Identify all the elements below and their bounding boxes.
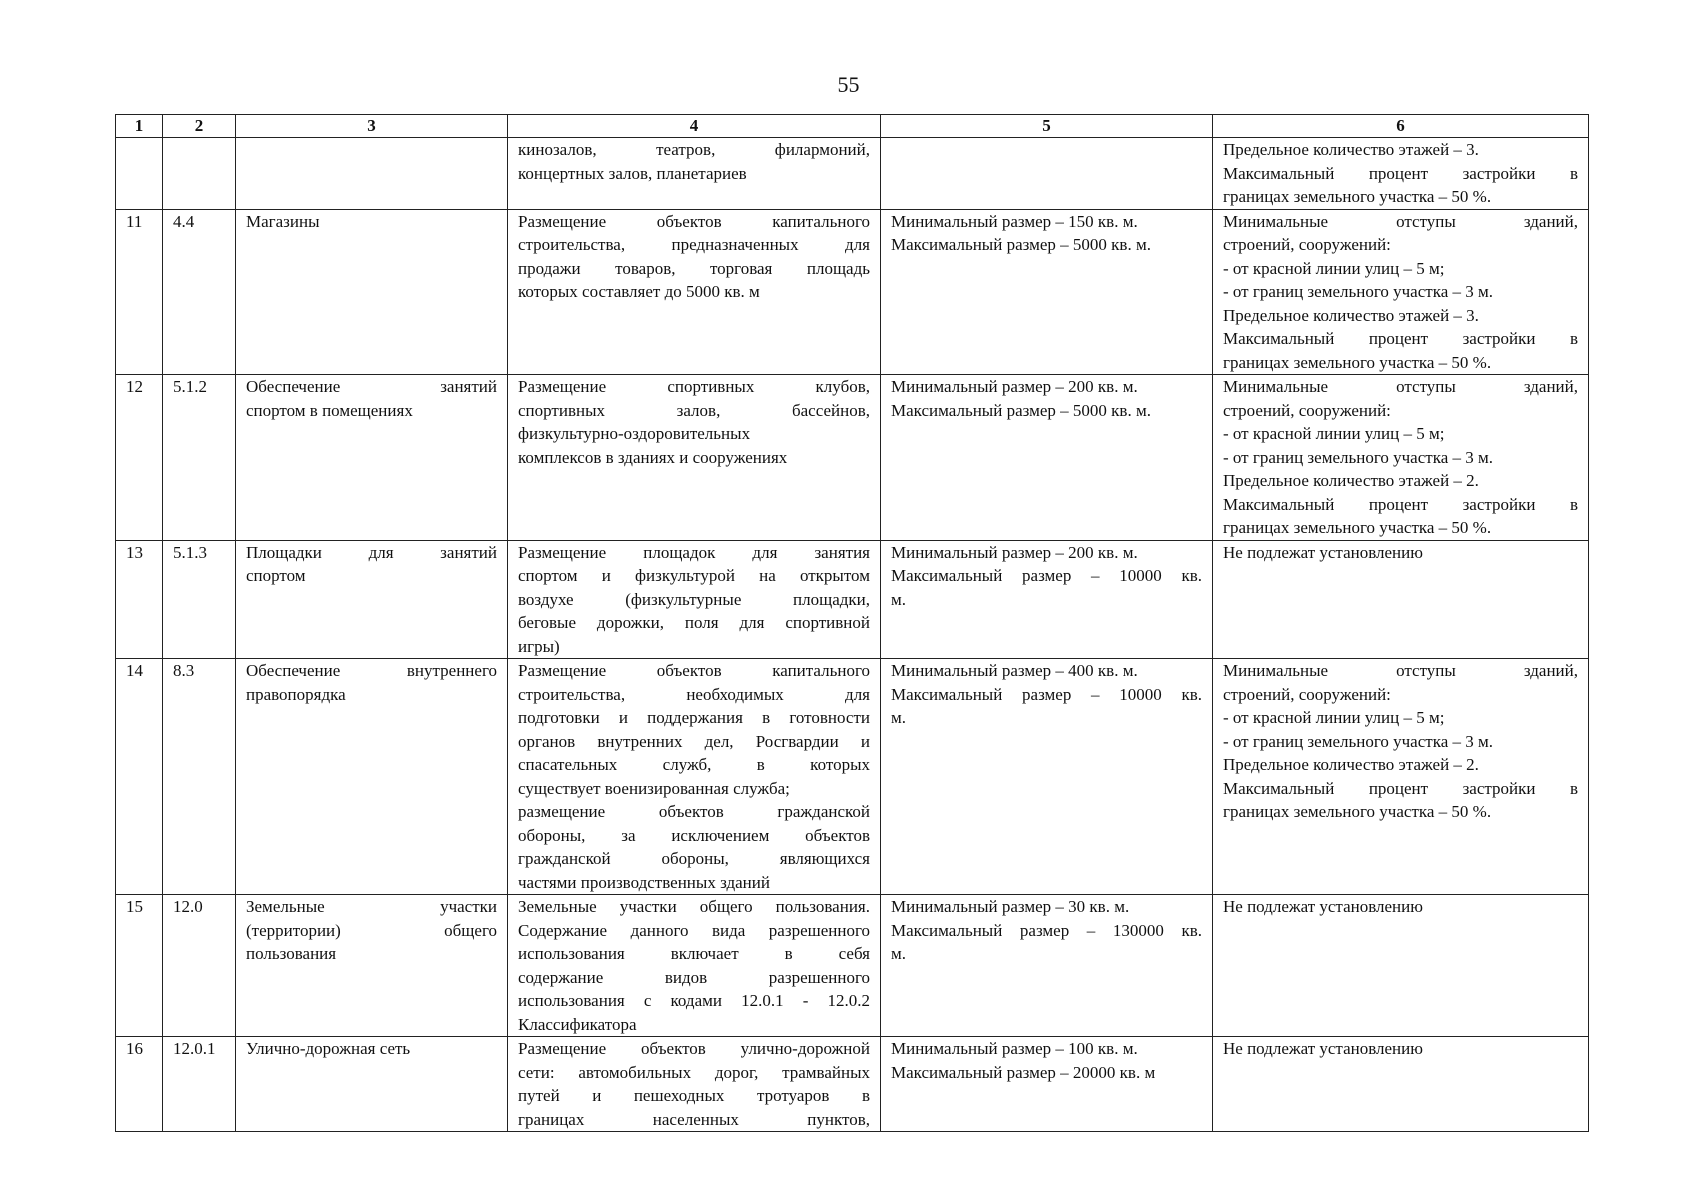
row-size-cell (881, 375, 1213, 541)
land-use-table (115, 114, 1589, 1132)
row-description-cell-line: гражданской обороны, являющихся (518, 849, 870, 868)
row-size-cell-line: м. (891, 589, 907, 609)
table-row (116, 1037, 1589, 1132)
row-params-cell-line: - от красной линии улиц – 5 м; (1223, 424, 1445, 443)
page-number: 55 (837, 72, 860, 97)
row-code-cell: 4.4 (163, 209, 236, 375)
row-name-cell-line: пользования (246, 944, 337, 963)
column-header-3: 3 (236, 115, 508, 138)
row-description-cell-line: спасательных служб, в которых (518, 755, 870, 774)
column-header-2: 2 (163, 115, 236, 138)
row-params-cell (1213, 540, 1589, 659)
row-name-cell-line: Обеспечение занятий (246, 377, 497, 396)
row-name-cell (236, 895, 508, 1037)
row-params-cell-line: строений, сооружений: (1223, 684, 1391, 704)
row-params-cell (1213, 138, 1589, 210)
row-params-cell-line: границах земельного участка – 50 %. (1223, 518, 1492, 537)
row-name-cell-line: (территории) общего (246, 920, 497, 940)
row-size-cell-line: Максимальный размер – 10000 кв. (891, 684, 1202, 704)
row-params-cell-line: - от границ земельного участка – 3 м. (1223, 447, 1493, 467)
table-row (116, 659, 1589, 895)
row-params-cell (1213, 1037, 1589, 1132)
row-name-cell (236, 540, 508, 659)
row-params-cell-line: Минимальные отступы зданий, (1223, 377, 1578, 396)
row-params-cell (1213, 895, 1589, 1037)
row-params-cell-line: Предельное количество этажей – 2. (1223, 471, 1479, 490)
row-size-cell (881, 1037, 1213, 1132)
row-description-cell-line: которых составляет до 5000 кв. м (518, 282, 760, 301)
row-size-cell-line: Минимальный размер – 150 кв. м. (891, 211, 1138, 231)
row-params-cell-line: Не подлежат установлению (1223, 897, 1423, 916)
row-description-cell-line: подготовки и поддержания в готовности (518, 708, 870, 727)
row-number-cell: 13 (116, 540, 163, 659)
row-name-cell (236, 659, 508, 895)
row-description-cell-line: спортом и физкультурой на открытом (518, 566, 870, 585)
row-description-cell (508, 659, 881, 895)
row-name-cell (236, 1037, 508, 1132)
row-description-cell-line: Размещение спортивных клубов, (518, 377, 870, 396)
row-description-cell (508, 1037, 881, 1132)
row-params-cell-line: Максимальный процент застройки в (1223, 494, 1578, 514)
row-description-cell (508, 375, 881, 541)
row-description-cell-line: Классификатора (518, 1014, 637, 1034)
row-name-cell-line: Магазины (246, 211, 320, 231)
row-size-cell (881, 895, 1213, 1037)
row-number-cell: 11 (116, 209, 163, 375)
row-description-cell-line: строительства, необходимых для (518, 684, 870, 704)
row-description-cell-line: Размещение площадок для занятия (518, 542, 870, 562)
row-size-cell-line: м. (891, 708, 907, 727)
row-params-cell-line: Предельное количество этажей – 3. (1223, 305, 1479, 325)
row-description-cell-line: спортивных залов, бассейнов, (518, 400, 870, 420)
row-size-cell-line: Минимальный размер – 400 кв. м. (891, 661, 1138, 680)
row-description-cell (508, 209, 881, 375)
column-header-1: 1 (116, 115, 163, 138)
table-header-row (116, 115, 1589, 138)
row-description-cell (508, 895, 881, 1037)
row-number-cell (116, 138, 163, 210)
row-size-cell-line: м. (891, 944, 907, 963)
row-number-cell: 12 (116, 375, 163, 541)
row-description-cell-line: игры) (518, 636, 560, 656)
row-size-cell-line: Минимальный размер – 100 кв. м. (891, 1039, 1138, 1058)
row-params-cell-line: строений, сооружений: (1223, 400, 1391, 420)
row-name-cell-line: Улично-дорожная сеть (246, 1039, 411, 1058)
row-code-cell (163, 138, 236, 210)
row-description-cell-line: Содержание данного вида разрешенного (518, 920, 870, 940)
row-params-cell-line: - от красной линии улиц – 5 м; (1223, 708, 1445, 727)
row-description-cell-line: существует военизированная служба; (518, 778, 790, 798)
row-params-cell-line: границах земельного участка – 50 %. (1223, 187, 1492, 206)
row-code-cell: 12.0.1 (163, 1037, 236, 1132)
row-code-cell: 5.1.3 (163, 540, 236, 659)
row-params-cell (1213, 659, 1589, 895)
row-description-cell-line: органов внутренних дел, Росгвардии и (518, 731, 870, 751)
row-description-cell-line: Размещение объектов капитального (518, 661, 870, 680)
row-description-cell-line: строительства, предназначенных для (518, 235, 870, 254)
row-name-cell-line: Земельные участки (246, 897, 497, 916)
table-row (116, 375, 1589, 541)
table-row (116, 138, 1589, 210)
row-params-cell-line: Минимальные отступы зданий, (1223, 661, 1578, 680)
row-description-cell-line: концертных залов, планетариев (518, 163, 747, 183)
table-body (116, 138, 1589, 1132)
row-params-cell-line: строений, сооружений: (1223, 235, 1391, 254)
row-params-cell-line: Максимальный процент застройки в (1223, 329, 1578, 348)
row-description-cell-line: физкультурно-оздоровительных (518, 424, 751, 443)
row-description-cell-line: Земельные участки общего пользования. (518, 897, 870, 916)
row-size-cell-line: Максимальный размер – 5000 кв. м. (891, 400, 1151, 420)
row-name-cell (236, 209, 508, 375)
row-params-cell-line: Минимальные отступы зданий, (1223, 211, 1578, 231)
row-number-cell: 14 (116, 659, 163, 895)
table-row (116, 540, 1589, 659)
row-params-cell-line: - от границ земельного участка – 3 м. (1223, 282, 1493, 301)
row-size-cell-line: Максимальный размер – 10000 кв. (891, 566, 1202, 585)
row-name-cell-line: спортом в помещениях (246, 400, 413, 420)
row-description-cell-line: продажи товаров, торговая площадь (518, 258, 870, 278)
row-number-cell: 16 (116, 1037, 163, 1132)
row-description-cell (508, 540, 881, 659)
row-size-cell (881, 659, 1213, 895)
row-size-cell-line: Минимальный размер – 200 кв. м. (891, 377, 1138, 396)
row-description-cell (508, 138, 881, 210)
row-params-cell-line: границах земельного участка – 50 %. (1223, 352, 1492, 372)
row-params-cell-line: границах земельного участка – 50 %. (1223, 802, 1492, 821)
row-description-cell-line: использования включает в себя (518, 944, 870, 963)
table-row (116, 895, 1589, 1037)
row-name-cell (236, 375, 508, 541)
row-description-cell-line: Размещение объектов улично-дорожной (518, 1039, 870, 1058)
row-code-cell: 8.3 (163, 659, 236, 895)
row-description-cell-line: размещение объектов гражданской (518, 802, 870, 821)
row-size-cell-line: Минимальный размер – 200 кв. м. (891, 542, 1138, 562)
row-size-cell (881, 540, 1213, 659)
row-description-cell-line: воздухе (физкультурные площадки, (518, 589, 870, 609)
row-description-cell-line: обороны, за исключением объектов (518, 825, 870, 845)
row-params-cell-line: Предельное количество этажей – 3. (1223, 140, 1479, 159)
row-description-cell-line: сети: автомобильных дорог, трамвайных (518, 1062, 870, 1082)
row-name-cell (236, 138, 508, 210)
row-description-cell-line: содержание видов разрешенного (518, 967, 870, 987)
row-params-cell-line: - от красной линии улиц – 5 м; (1223, 258, 1445, 278)
table-row (116, 209, 1589, 375)
row-params-cell (1213, 209, 1589, 375)
row-name-cell-line: Обеспечение внутреннего (246, 661, 497, 680)
row-description-cell-line: Размещение объектов капитального (518, 211, 870, 231)
row-params-cell (1213, 375, 1589, 541)
row-size-cell-line: Максимальный размер – 5000 кв. м. (891, 235, 1151, 254)
row-size-cell-line: Минимальный размер – 30 кв. м. (891, 897, 1130, 916)
row-description-cell-line: комплексов в зданиях и сооружениях (518, 447, 788, 467)
row-params-cell-line: Максимальный процент застройки в (1223, 163, 1578, 183)
row-params-cell-line: Не подлежат установлению (1223, 1039, 1423, 1058)
row-params-cell-line: Не подлежат установлению (1223, 542, 1423, 562)
column-header-4: 4 (508, 115, 881, 138)
row-size-cell-line: Максимальный размер – 20000 кв. м (891, 1062, 1156, 1082)
row-size-cell-line: Максимальный размер – 130000 кв. (891, 920, 1202, 940)
row-params-cell-line: Максимальный процент застройки в (1223, 778, 1578, 798)
row-params-cell-line: - от границ земельного участка – 3 м. (1223, 731, 1493, 751)
column-header-5: 5 (881, 115, 1213, 138)
row-number-cell: 15 (116, 895, 163, 1037)
row-description-cell-line: беговые дорожки, поля для спортивной (518, 613, 870, 632)
row-code-cell: 5.1.2 (163, 375, 236, 541)
row-name-cell-line: Площадки для занятий (246, 542, 497, 562)
row-params-cell-line: Предельное количество этажей – 2. (1223, 755, 1479, 774)
row-description-cell-line: границах населенных пунктов, (518, 1109, 870, 1129)
row-description-cell-line: использования с кодами 12.0.1 - 12.0.2 (518, 991, 870, 1010)
row-size-cell (881, 138, 1213, 210)
column-header-6: 6 (1213, 115, 1589, 138)
row-code-cell: 12.0 (163, 895, 236, 1037)
row-description-cell-line: кинозалов, театров, филармоний, (518, 140, 870, 159)
row-size-cell (881, 209, 1213, 375)
row-name-cell-line: спортом (246, 566, 306, 585)
row-description-cell-line: частями производственных зданий (518, 872, 770, 892)
row-name-cell-line: правопорядка (246, 684, 346, 704)
row-description-cell-line: путей и пешеходных тротуаров в (518, 1086, 870, 1105)
